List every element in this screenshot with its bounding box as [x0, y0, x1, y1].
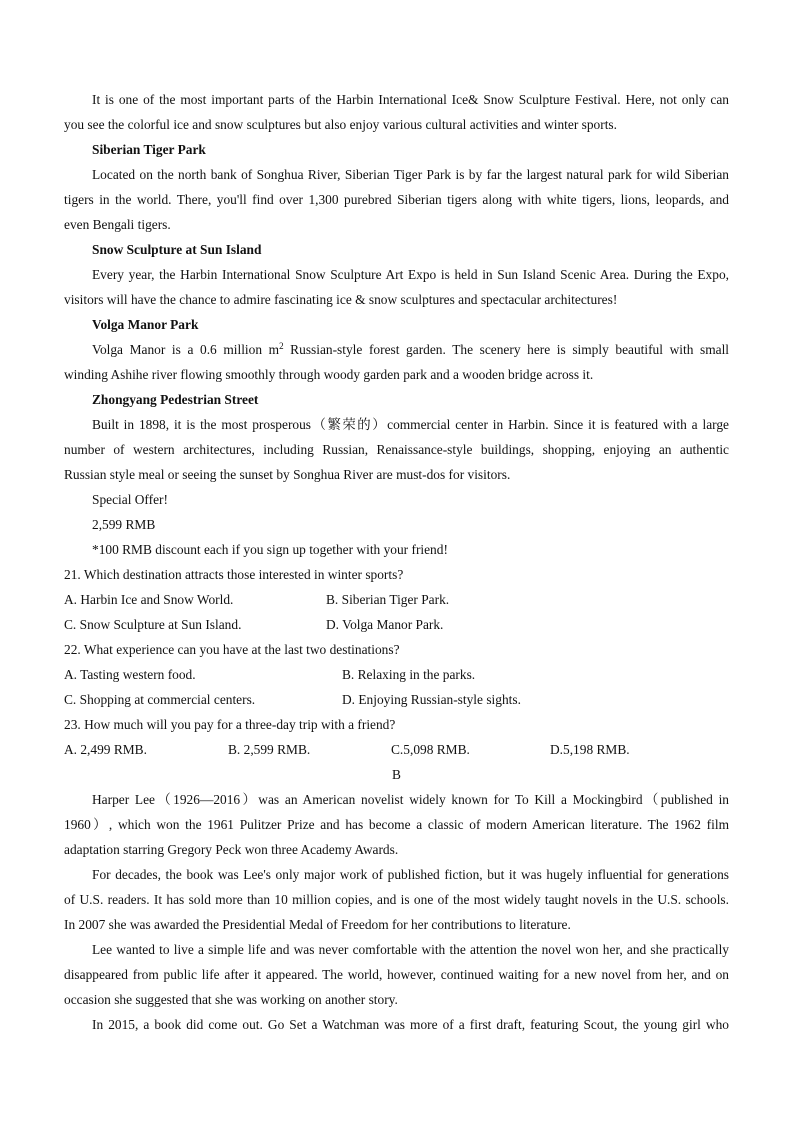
q22-option-c: C. Shopping at commercial centers.: [64, 692, 256, 707]
square-superscript: 2: [279, 341, 284, 351]
zhongyang-line-3: Russian style meal or seeing the sunset by Songhua River are must-dos for visitors.: [64, 467, 511, 482]
q23-option-b: B. 2,599 RMB.: [228, 742, 311, 757]
section-b-label: B: [392, 767, 401, 782]
q23-option-c: C.5,098 RMB.: [391, 742, 470, 757]
q22-option-a: A. Tasting western food.: [64, 667, 196, 682]
section-b-line-7: Lee wanted to live a simple life and was never comfortable with the attention the novel won her, and she practically: [92, 942, 729, 957]
heading-zhongyang-street: Zhongyang Pedestrian Street: [92, 392, 259, 407]
intro-line-1: It is one of the most important parts of the Harbin International Ice& Snow Sculpture Festival. Here, not only can: [92, 92, 729, 107]
question-21-stem: 21. Which destination attracts those interested in winter sports?: [64, 567, 404, 582]
volga-line-1: [92, 337, 729, 362]
heading-snow-sculpture-sun-island: Snow Sculpture at Sun Island: [92, 242, 262, 257]
section-b-line-4: For decades, the book was Lee's only major work of published fiction, but it was hugely influential for generations: [92, 867, 729, 882]
tiger-park-line-3: even Bengali tigers.: [64, 217, 171, 232]
sun-island-line-2: visitors will have the chance to admire fascinating ice & snow sculptures and spectacular architectures!: [64, 292, 618, 307]
q22-option-b: B. Relaxing in the parks.: [342, 667, 476, 682]
section-b-line-8: disappeared from public life after it appeared. The world, however, continued waiting for a new novel from her, and on: [64, 967, 729, 982]
tiger-park-line-2: tigers in the world. There, you'll find over 1,300 purebred Siberian tigers along with white tigers, lions, leopards, and: [64, 192, 729, 207]
heading-siberian-tiger-park: Siberian Tiger Park: [92, 142, 206, 157]
section-b-line-10: In 2015, a book did come out. Go Set a Watchman was more of a first draft, featuring Scout, the young girl who: [92, 1017, 729, 1032]
q21-option-b: B. Siberian Tiger Park.: [326, 592, 450, 607]
section-b-line-3: adaptation starring Gregory Peck won three Academy Awards.: [64, 842, 399, 857]
section-b-line-2: 1960）, which won the 1961 Pulitzer Prize and has become a classic of modern American literature. The 1962 film: [64, 817, 729, 832]
volga-line-1-a: Volga Manor is a 0.6 million m: [92, 342, 280, 357]
special-offer-title: Special Offer!: [92, 492, 168, 507]
offer-note: *100 RMB discount each if you sign up together with your friend!: [92, 542, 448, 557]
zhongyang-line-1: Built in 1898, it is the most prosperous（繁荣的）commercial center in Harbin. Since it is featured with a large: [92, 417, 729, 432]
section-b-line-1: Harper Lee（1926—2016）was an American novelist widely known for To Kill a Mockingbird（published in: [92, 792, 729, 807]
q21-option-a: A. Harbin Ice and Snow World.: [64, 592, 234, 607]
offer-price: 2,599 RMB: [92, 517, 156, 532]
zhongyang-line-2: number of western architectures, including Russian, Renaissance-style buildings, shopping, enjoying an authentic: [64, 442, 729, 457]
section-b-line-9: occasion she suggested that she was working on another story.: [64, 992, 398, 1007]
volga-line-2: winding Ashihe river flowing smoothly through woody garden park and a wooden bridge across it.: [64, 367, 594, 382]
q23-option-a: A. 2,499 RMB.: [64, 742, 147, 757]
intro-line-2: you see the colorful ice and snow sculptures but also enjoy various cultural activities and winter sports.: [64, 117, 617, 132]
section-b-line-6: In 2007 she was awarded the Presidential Medal of Freedom for her contributions to literature.: [64, 917, 571, 932]
question-23-stem: 23. How much will you pay for a three-day trip with a friend?: [64, 717, 396, 732]
tiger-park-line-1: Located on the north bank of Songhua River, Siberian Tiger Park is by far the largest natural park for wild Siberian: [92, 167, 729, 182]
q23-option-d: D.5,198 RMB.: [550, 742, 630, 757]
section-b-line-5: of U.S. readers. It has sold more than 10 million copies, and is one of the most widely taught novels in the U.S. schools.: [64, 892, 729, 907]
question-22-stem: 22. What experience can you have at the last two destinations?: [64, 642, 400, 657]
q21-option-d: D. Volga Manor Park.: [326, 617, 444, 632]
heading-volga-manor-park: Volga Manor Park: [92, 317, 199, 332]
q22-option-d: D. Enjoying Russian-style sights.: [342, 692, 521, 707]
volga-line-1-b: Russian-style forest garden. The scenery here is simply beautiful with small: [283, 342, 730, 357]
q21-option-c: C. Snow Sculpture at Sun Island.: [64, 617, 242, 632]
sun-island-line-1: Every year, the Harbin International Snow Sculpture Art Expo is held in Sun Island Scenic Area. During the Expo,: [92, 267, 729, 282]
